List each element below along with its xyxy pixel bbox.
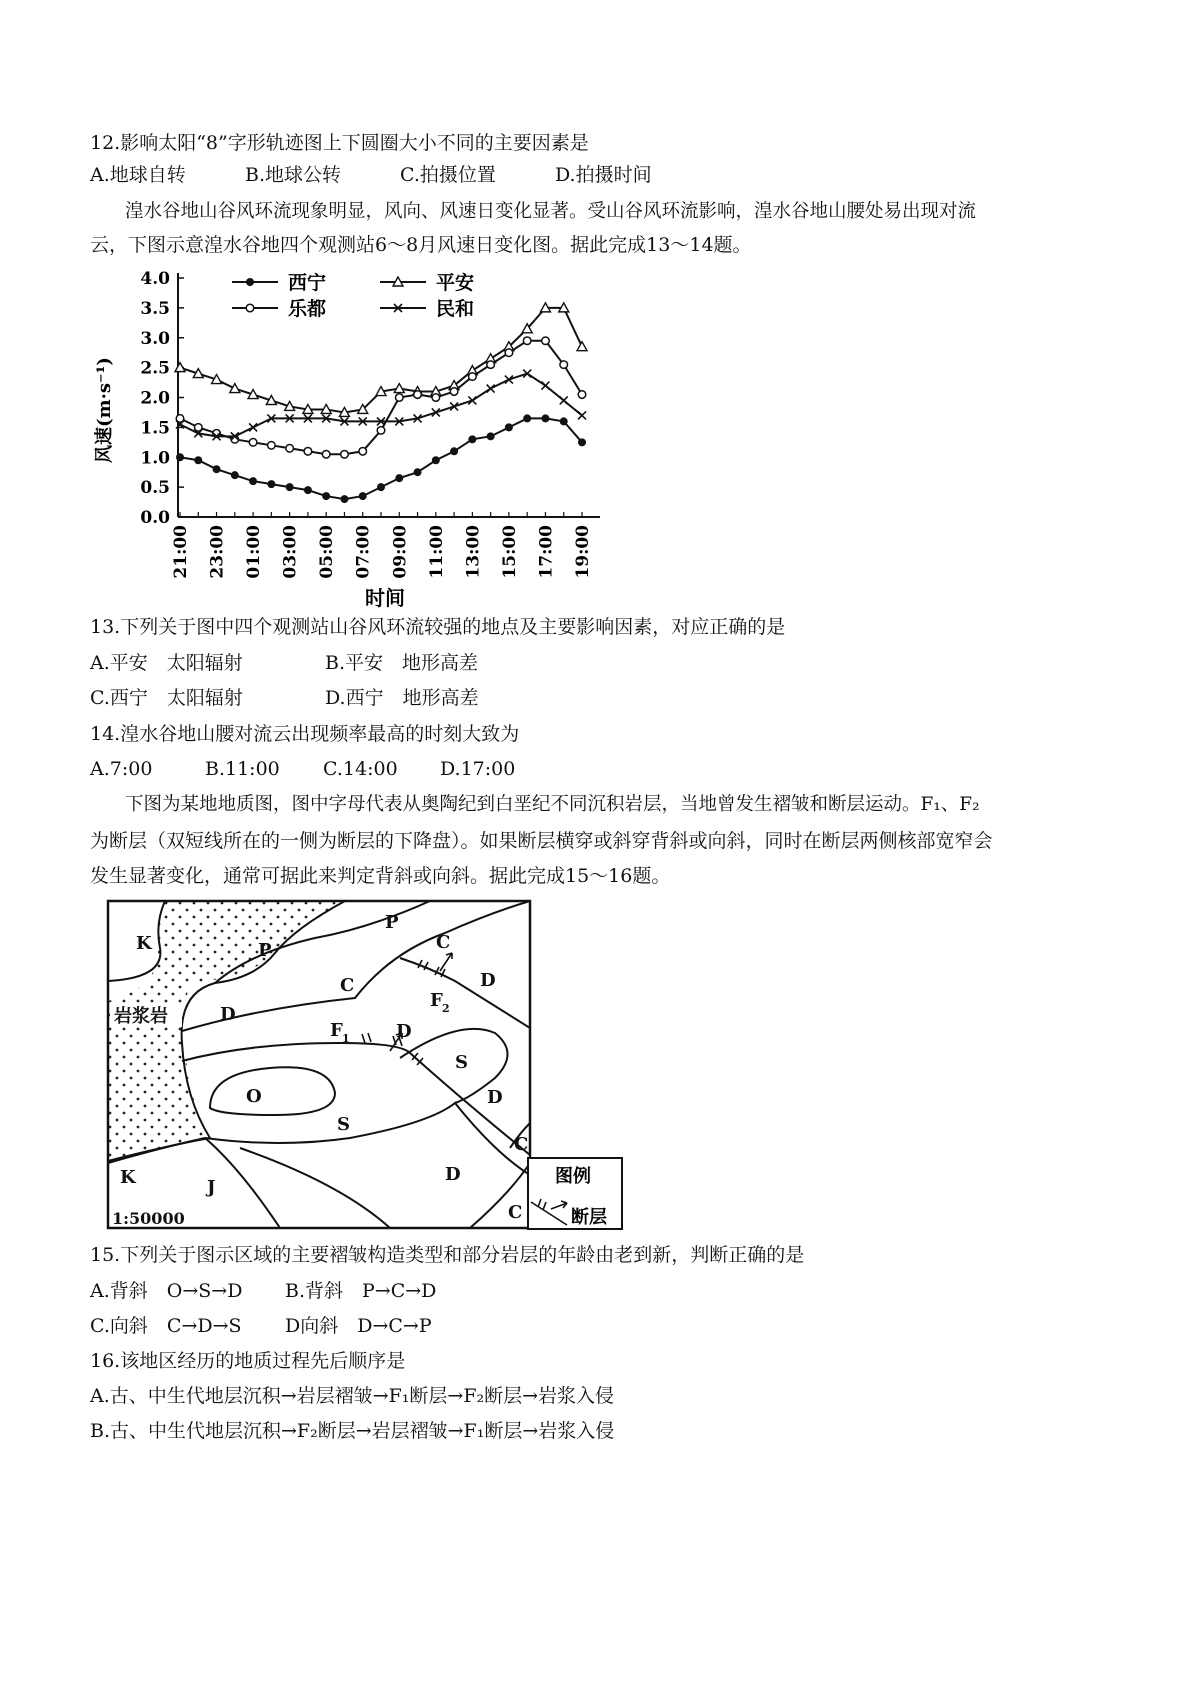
label-d-mid: D	[396, 1021, 412, 1042]
option-13a: A.平安 太阳辐射	[90, 652, 243, 674]
option-16a: A.古、中生代地层沉积→岩层褶皱→F₁断层→F₂断层→岩浆入侵	[90, 1385, 615, 1407]
data-point	[322, 492, 330, 500]
y-tick-label: 2.5	[140, 358, 170, 379]
legend-label: 平安	[436, 272, 475, 294]
chart-axes	[178, 273, 600, 517]
option-12d: D.拍摄时间	[555, 164, 652, 186]
label-p-top: P	[385, 912, 399, 933]
label-f1-sub: 1	[342, 1032, 350, 1045]
label-d-bottom: D	[445, 1164, 461, 1185]
data-point	[541, 414, 549, 422]
x-tick-label: 07:00	[353, 525, 374, 579]
option-12a: A.地球自转	[90, 164, 186, 186]
label-c-mid: C	[340, 975, 355, 996]
legend-item	[232, 272, 326, 294]
x-tick-label: 01:00	[244, 525, 265, 579]
option-12c: C.拍摄位置	[400, 164, 496, 186]
y-axis-label: 风速(m·s⁻¹)	[94, 357, 115, 463]
question-13-stem: 13.下列关于图中四个观测站山谷风环流较强的地点及主要影响因素，对应正确的是	[90, 616, 786, 638]
map-scale: 1:50000	[112, 1209, 185, 1228]
label-o: O	[246, 1086, 262, 1107]
data-point	[249, 423, 257, 431]
data-point	[304, 486, 312, 494]
data-point	[249, 477, 257, 485]
option-14d: D.17:00	[440, 758, 516, 780]
label-j: J	[207, 1177, 216, 1198]
fault-f2-marks	[418, 953, 452, 977]
data-point	[560, 396, 568, 404]
legend-label: 民和	[436, 298, 475, 320]
data-point	[176, 453, 184, 461]
data-point	[359, 492, 367, 500]
boundary-d-s-1	[182, 1043, 530, 1155]
question-16-stem: 16.该地区经历的地质过程先后顺序是	[90, 1350, 406, 1372]
data-point	[432, 456, 440, 464]
y-tick-label: 2.0	[140, 388, 170, 409]
data-point	[394, 384, 404, 393]
wind-speed-chart	[90, 260, 630, 620]
label-k-bottom: K	[120, 1167, 136, 1188]
y-tick-label: 3.0	[140, 328, 170, 349]
x-tick-label: 11:00	[426, 525, 447, 579]
y-tick-label: 4.0	[140, 269, 170, 289]
boundary-j-d	[240, 1148, 390, 1228]
option-15c: C.向斜 C→D→S	[90, 1315, 242, 1337]
data-point	[487, 432, 495, 440]
x-tick-label: 15:00	[499, 525, 520, 579]
data-point	[304, 447, 312, 455]
passage-1-line-1: 湟水谷地山谷风环流现象明显，风向、风速日变化显著。受山谷风环流影响，湟水谷地山腰处易出现对流	[125, 201, 977, 222]
data-point	[267, 480, 275, 488]
data-point	[577, 342, 587, 351]
data-point	[578, 391, 586, 399]
label-f1: F	[330, 1020, 343, 1041]
option-16b: B.古、中生代地层沉积→F₂断层→岩层褶皱→F₁断层→岩浆入侵	[90, 1420, 615, 1442]
x-axis-label: 时间	[365, 586, 405, 610]
x-tick-label: 19:00	[573, 525, 593, 579]
data-point	[377, 483, 385, 491]
data-point	[468, 435, 476, 443]
data-point	[541, 382, 549, 390]
legend-label: 西宁	[288, 272, 327, 294]
data-point	[414, 468, 422, 476]
passage-2-line-2: 为断层（双短线所在的一侧为断层的下降盘）。如果断层横穿或斜穿背斜或向斜，同时在断层两侧核部宽窄会	[90, 830, 993, 852]
label-p-mid: P	[258, 940, 272, 961]
y-tick-label: 1.0	[140, 448, 170, 469]
series-line	[180, 341, 582, 455]
geologic-map-legend	[527, 1157, 627, 1232]
series-layer	[175, 303, 587, 503]
passage-1-line-2: 云，下图示意湟水谷地四个观测站6～8月风速日变化图。据此完成13～14题。	[90, 234, 752, 256]
data-point	[578, 411, 586, 419]
data-point	[286, 444, 294, 452]
legend-label: 乐都	[288, 298, 327, 320]
data-point	[505, 349, 513, 357]
x-ticks	[171, 512, 593, 579]
data-point	[246, 278, 254, 286]
option-15a: A.背斜 O→S→D	[90, 1280, 243, 1302]
data-point	[487, 361, 495, 369]
x-tick-label: 23:00	[207, 525, 228, 579]
y-tick-label: 0.5	[140, 478, 170, 499]
legend-item	[380, 271, 474, 294]
data-point	[487, 385, 495, 393]
data-point	[414, 391, 422, 399]
option-15d: D向斜 D→C→P	[285, 1315, 432, 1337]
chart-legend	[232, 271, 474, 320]
x-tick-label: 03:00	[280, 525, 301, 579]
data-point	[359, 447, 367, 455]
label-d-left: D	[220, 1004, 236, 1025]
data-point	[560, 361, 568, 369]
boundary-o	[210, 1067, 335, 1115]
question-12-stem: 12.影响太阳“8”字形轨迹图上下圆圈大小不同的主要因素是	[90, 132, 589, 154]
x-tick-label: 17:00	[536, 525, 557, 579]
option-12b: B.地球公转	[245, 164, 342, 186]
boundary-c-d	[400, 958, 530, 1028]
data-point	[286, 483, 294, 491]
x-tick-label: 13:00	[463, 525, 484, 579]
option-15b: B.背斜 P→C→D	[285, 1280, 437, 1302]
data-point	[340, 495, 348, 503]
data-point	[395, 394, 403, 402]
data-point	[450, 447, 458, 455]
question-15-stem: 15.下列关于图示区域的主要褶皱构造类型和部分岩层的年龄由老到新，判断正确的是	[90, 1244, 805, 1266]
data-point	[523, 337, 531, 345]
legend-title: 图例	[555, 1166, 591, 1187]
label-s-mid: S	[337, 1114, 350, 1135]
x-tick-label: 09:00	[390, 525, 411, 579]
x-tick-label: 05:00	[317, 525, 338, 579]
x-tick-label: 21:00	[171, 525, 191, 579]
data-point	[432, 394, 440, 402]
legend-fault-label: 断层	[571, 1207, 607, 1228]
label-k-top: K	[136, 933, 152, 954]
option-14a: A.7:00	[90, 758, 153, 780]
option-14c: C.14:00	[323, 758, 398, 780]
label-d-right2: D	[487, 1087, 503, 1108]
label-c-top: C	[436, 932, 451, 953]
y-tick-label: 3.5	[140, 298, 170, 319]
label-f2: F	[430, 990, 443, 1011]
data-point	[268, 442, 276, 450]
data-point	[560, 417, 568, 425]
data-point	[505, 423, 513, 431]
data-point	[542, 337, 550, 345]
data-point	[341, 450, 349, 458]
question-14-stem: 14.湟水谷地山腰对流云出现频率最高的时刻大致为	[90, 723, 520, 745]
data-point	[523, 414, 531, 422]
passage-2-line-3: 发生显著变化，通常可据此来判定背斜或向斜。据此完成15～16题。	[90, 865, 671, 887]
label-f2-sub: 2	[442, 1002, 450, 1015]
option-13b: B.平安 地形高差	[325, 652, 479, 674]
data-point	[377, 427, 385, 435]
label-c-bottom: C	[508, 1202, 523, 1223]
data-point	[231, 471, 239, 479]
data-point	[578, 438, 586, 446]
legend-item	[380, 298, 474, 320]
data-point	[322, 450, 330, 458]
data-point	[213, 465, 221, 473]
label-d-right1: D	[480, 970, 496, 991]
option-14b: B.11:00	[205, 758, 280, 780]
data-point	[249, 439, 257, 447]
option-13c: C.西宁 太阳辐射	[90, 687, 243, 709]
option-13d: D.西宁 地形高差	[325, 687, 479, 709]
y-tick-label: 1.5	[140, 418, 170, 439]
y-tick-label: 0.0	[140, 508, 170, 528]
data-point	[450, 388, 458, 396]
passage-2-line-1: 下图为某地地质图，图中字母代表从奥陶纪到白垩纪不同沉积岩层，当地曾发生褶皱和断层运动。F₁、F₂	[125, 794, 980, 815]
data-point	[395, 474, 403, 482]
data-point	[194, 456, 202, 464]
legend-item	[232, 297, 326, 320]
label-c-right: C	[514, 1134, 529, 1155]
data-point	[469, 373, 477, 381]
data-point	[230, 384, 240, 393]
label-magma: 岩浆岩	[114, 1006, 168, 1027]
series-line	[180, 308, 582, 413]
label-s-right: S	[455, 1052, 468, 1073]
data-point	[246, 304, 254, 312]
series-triangle	[175, 303, 587, 417]
